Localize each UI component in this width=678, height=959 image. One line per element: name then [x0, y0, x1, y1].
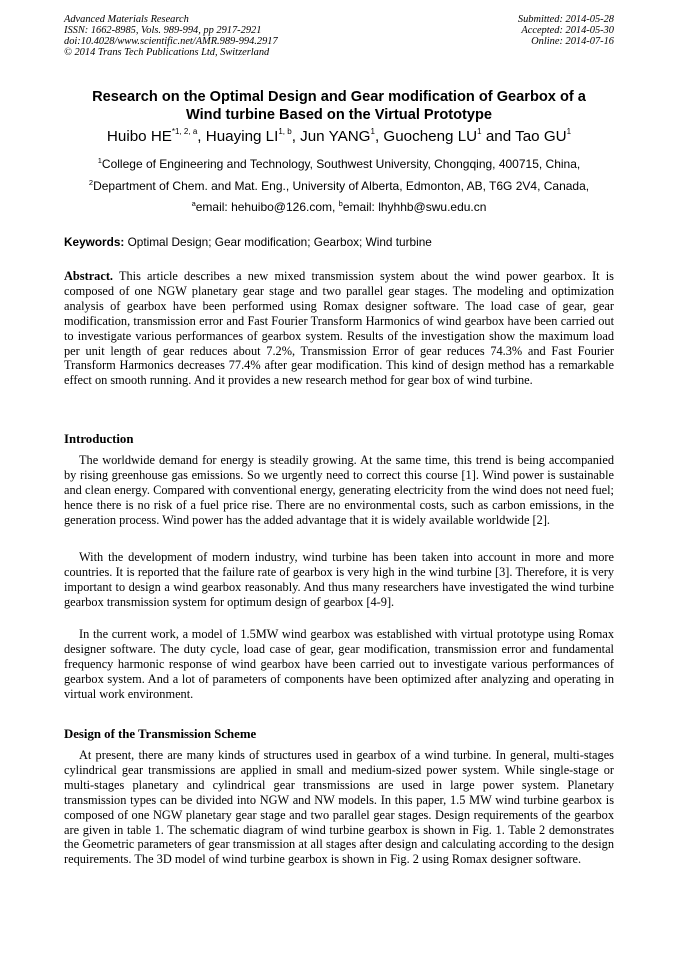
email-mark: b	[338, 199, 343, 208]
body-paragraph: With the development of modern industry, wind turbine has been taken into account in more and more countries. It is reported that the failure rate of gearbox is very high in the wind turbine [3]. Therefore, it is very important to design a wind gearbox reasonably. And thus many researchers have investigated the wind turbine gearbox transmission system for optimum design of gearbox [4-9].	[64, 550, 614, 609]
author-name: Huaying LI	[205, 128, 279, 145]
keywords-label: Keywords:	[64, 235, 125, 249]
email-mark: a	[191, 199, 196, 208]
body-paragraph: At present, there are many kinds of structures used in gearbox of a wind turbine. In general, multi-stages cylindrical gear transmissions are applied in small and medium-sized power system. While single-stage or multi-stages planetary and cylindrical gear transmissions are used in large power system. Planetary transmission types can be divided into NGW and NW models. In this paper, 1.5 MW wind turbine gearbox is composed of one NGW planetary gear stage and two parallel gear stages. Design requirements of the gearbox are given in table 1. The schematic diagram of wind turbine gearbox is shown in Fig. 1. Table 2 demonstrates the Geometric parameters of gear transmission at all stages after design and calculating according to the design requirements. The 3D model of wind turbine gearbox is shown in Fig. 2 using Romax designer software.	[64, 748, 614, 867]
paper-title	[40, 89, 638, 124]
email-a: email: hehuibo@126.com,	[195, 200, 339, 214]
author-name: Jun YANG	[300, 128, 371, 145]
submission-dates	[518, 14, 614, 47]
affiliation-1	[30, 157, 648, 172]
affiliation-text: College of Engineering and Technology, Southwest University, Chongqing, 400715, China,	[101, 157, 581, 171]
affiliation-mark: 1	[97, 156, 102, 165]
author-separator: and	[481, 128, 516, 145]
date-online: Online: 2014-07-16	[531, 36, 614, 47]
author-affiliation-mark: 1, b	[278, 127, 292, 136]
date-submitted: Submitted: 2014-05-28	[517, 14, 614, 25]
author-name: Guocheng LU	[383, 128, 478, 145]
affiliation-text: Department of Chem. and Mat. Eng., University of Alberta, Edmonton, AB, T6G 2V4, Canada,	[93, 179, 590, 193]
keywords-text: Optimal Design; Gear modification; Gearbox; Wind turbine	[124, 235, 432, 249]
body-paragraph: In the current work, a model of 1.5MW wind gearbox was established with virtual prototype using Romax designer software. The duty cycle, load case of gear, gear modification, transmission error and fundamental frequency harmonic response of wind gearbox have been carried out to investigate various performances of gearbox system. And a lot of parameters of components have been optimized after analyzing and operating in virtual work environment.	[64, 627, 614, 701]
author-affiliation-mark: 1	[477, 127, 482, 136]
author-separator: ,	[291, 128, 301, 145]
journal-info	[64, 14, 278, 58]
section-heading-introduction: Introduction	[64, 432, 134, 446]
author-separator: ,	[374, 128, 384, 145]
body-paragraph: The worldwide demand for energy is steadily growing. At the same time, this trend is being accompanied by rising greenhouse gas emissions. So we urgently need to correct this course [1]. Wind power is sustainable and clean energy. Compared with conventional energy, generating electricity from the wind does not need fuel; hence there is no risk of a fuel price rise. There are no environmental costs, such as carbon emissions, in the generation process. Wind power has the added advantage that it is widely available worldwide [2].	[64, 453, 614, 527]
journal-issn: ISSN: 1662-8985, Vols. 989-994, pp 2917-2921	[64, 25, 262, 36]
author-list	[30, 127, 648, 147]
title-line-1: Research on the Optimal Design and Gear modification of Gearbox of a	[92, 89, 586, 105]
author-affiliation-mark: 1	[566, 127, 572, 136]
journal-copyright: © 2014 Trans Tech Publications Ltd, Switzerland	[64, 47, 270, 58]
journal-doi: doi:10.4028/www.scientific.net/AMR.989-994.2917	[64, 36, 278, 47]
affiliation-mark: 2	[88, 178, 94, 187]
author-affiliation-mark: 1	[370, 127, 375, 136]
author-name: Huibo HE	[106, 128, 172, 145]
title-line-2: Wind turbine Based on the Virtual Prototype	[185, 106, 493, 123]
author-separator: ,	[197, 128, 206, 145]
keywords-line	[64, 235, 432, 249]
section-heading-design: Design of the Transmission Scheme	[64, 727, 257, 741]
affiliation-2	[30, 179, 648, 194]
abstract-label: Abstract.	[64, 269, 114, 283]
author-emails	[30, 200, 648, 215]
author-name: Tao GU	[515, 128, 567, 145]
abstract-text: This article describes a new mixed transmission system about the wind power gearbox. It is composed of one NGW planetary gear stage and two parallel gear stages. The modeling and optimization analysis of gearbox have been performed using Romax designer software. The load case of gear, gear modification, transmission error and Fast Fourier Transform Harmonics of wind gearbox have been carried out to investigate various performances of gearbox system. Results of the investigation show the maximum load per unit length of gear reduces about 7.2%, Transmission Error of gear reduces 74.3% and Fast Fourier Transform Harmonics decreases 77.4% after gear modification. This kind of design method has a remarkable effect on smooth running. And it provides a new research method for gear box of wind turbine.	[64, 269, 614, 388]
abstract-paragraph	[64, 269, 614, 388]
journal-name: Advanced Materials Research	[64, 14, 189, 25]
email-b: email: lhyhhb@swu.edu.cn	[342, 200, 487, 214]
author-affiliation-mark: *1, 2, a	[171, 127, 198, 136]
date-accepted: Accepted: 2014-05-30	[521, 25, 614, 36]
